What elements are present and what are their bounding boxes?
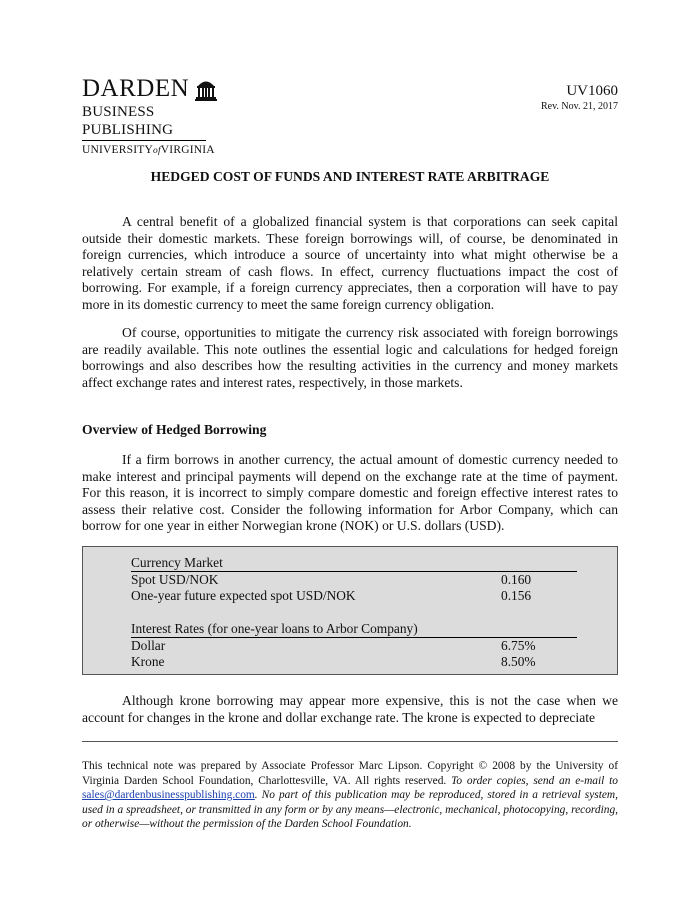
page-title: HEDGED COST OF FUNDS AND INTEREST RATE ARBITRAGE xyxy=(150,169,550,184)
row-label: One-year future expected spot USD/NOK xyxy=(131,588,356,603)
email-link[interactable]: sales@dardenbusinesspublishing.com xyxy=(82,789,255,802)
table-header-currency: Currency Market xyxy=(131,555,577,572)
doc-code: UV1060 xyxy=(566,83,618,99)
table-row xyxy=(131,654,577,670)
darden-logo xyxy=(82,77,222,158)
table-row xyxy=(131,638,577,654)
row-label: Dollar xyxy=(131,638,166,653)
footnote: This technical note was prepared by Associate Professor Marc Lipson. Copyright © 2008 by the University of Virginia Darden School Foundation, Charlottesville, VA. All rights reserved. To order copies, send an e-mail to sales@dardenbusinesspublishing.com. No part of this publication may be reproduced, stored in a retrieval system, used in a spreadsheet, or transmitted in any form or by any means—electronic, mechanical, photocopying, recording, or otherwise—without the permission of the Darden School Foundation. xyxy=(82,760,618,831)
footnote-divider xyxy=(82,741,618,742)
table-row xyxy=(131,572,577,588)
logo-publishing-text: BUSINESS PUBLISHING xyxy=(82,104,174,138)
rotunda-icon xyxy=(195,77,217,101)
row-value: 6.75% xyxy=(501,638,536,653)
paragraph-intro: A central benefit of a globalized financial system is that corporations can seek capital outside their domestic markets. These foreign borrowings will, of course, be denominated in foreign currencies, which introduce a source of uncertainty into what might otherwise be a relatively certain stream of cash flows. In effect, currency fluctuations impact the cost of borrowing. For example, if a foreign currency appreciates, then a corporation will have to pay more in its domestic currency to meet the same foreign currency obligation. xyxy=(82,214,618,312)
paragraph-mitigation: Of course, opportunities to mitigate the currency risk associated with foreign borrowings are readily available. This note outlines the essential logic and calculations for hedged foreign borrowings and also describes how the resulting activities in the currency and money markets affect exchange rates and interest rates, respectively, in those markets. xyxy=(82,325,618,390)
row-value: 0.160 xyxy=(501,572,532,587)
currency-table xyxy=(82,546,618,675)
row-value: 8.50% xyxy=(501,654,536,669)
logo-university-text: UNIVERSITYofVIRGINIA xyxy=(82,144,215,156)
logo-divider xyxy=(82,140,206,141)
row-value: 0.156 xyxy=(501,588,532,603)
paragraph-krone: Although krone borrowing may appear more expensive, this is not the case when we account for changes in the krone and dollar exchange rate. The krone is expected to depreciate xyxy=(82,693,618,725)
row-label: Krone xyxy=(131,654,165,669)
paragraph-overview: If a firm borrows in another currency, the actual amount of domestic currency needed to make interest and principal payments will depend on the exchange rate at the time of payment. For this reason, it is incorrect to simply compare domestic and foreign effective interest rates to assess their relative cost. Consider the following information for Arbor Company, which can borrow for one year in either Norwegian krone (NOK) or U.S. dollars (USD). xyxy=(82,452,618,534)
logo-brand-text: DARDEN xyxy=(82,75,190,102)
document-id xyxy=(541,83,618,113)
table-row xyxy=(131,588,577,604)
table-header-rates: Interest Rates (for one-year loans to Arbor Company) xyxy=(131,621,577,638)
revision-date: Rev. Nov. 21, 2017 xyxy=(540,101,618,112)
section-heading: Overview of Hedged Borrowing xyxy=(82,422,267,437)
row-label: Spot USD/NOK xyxy=(131,572,219,587)
